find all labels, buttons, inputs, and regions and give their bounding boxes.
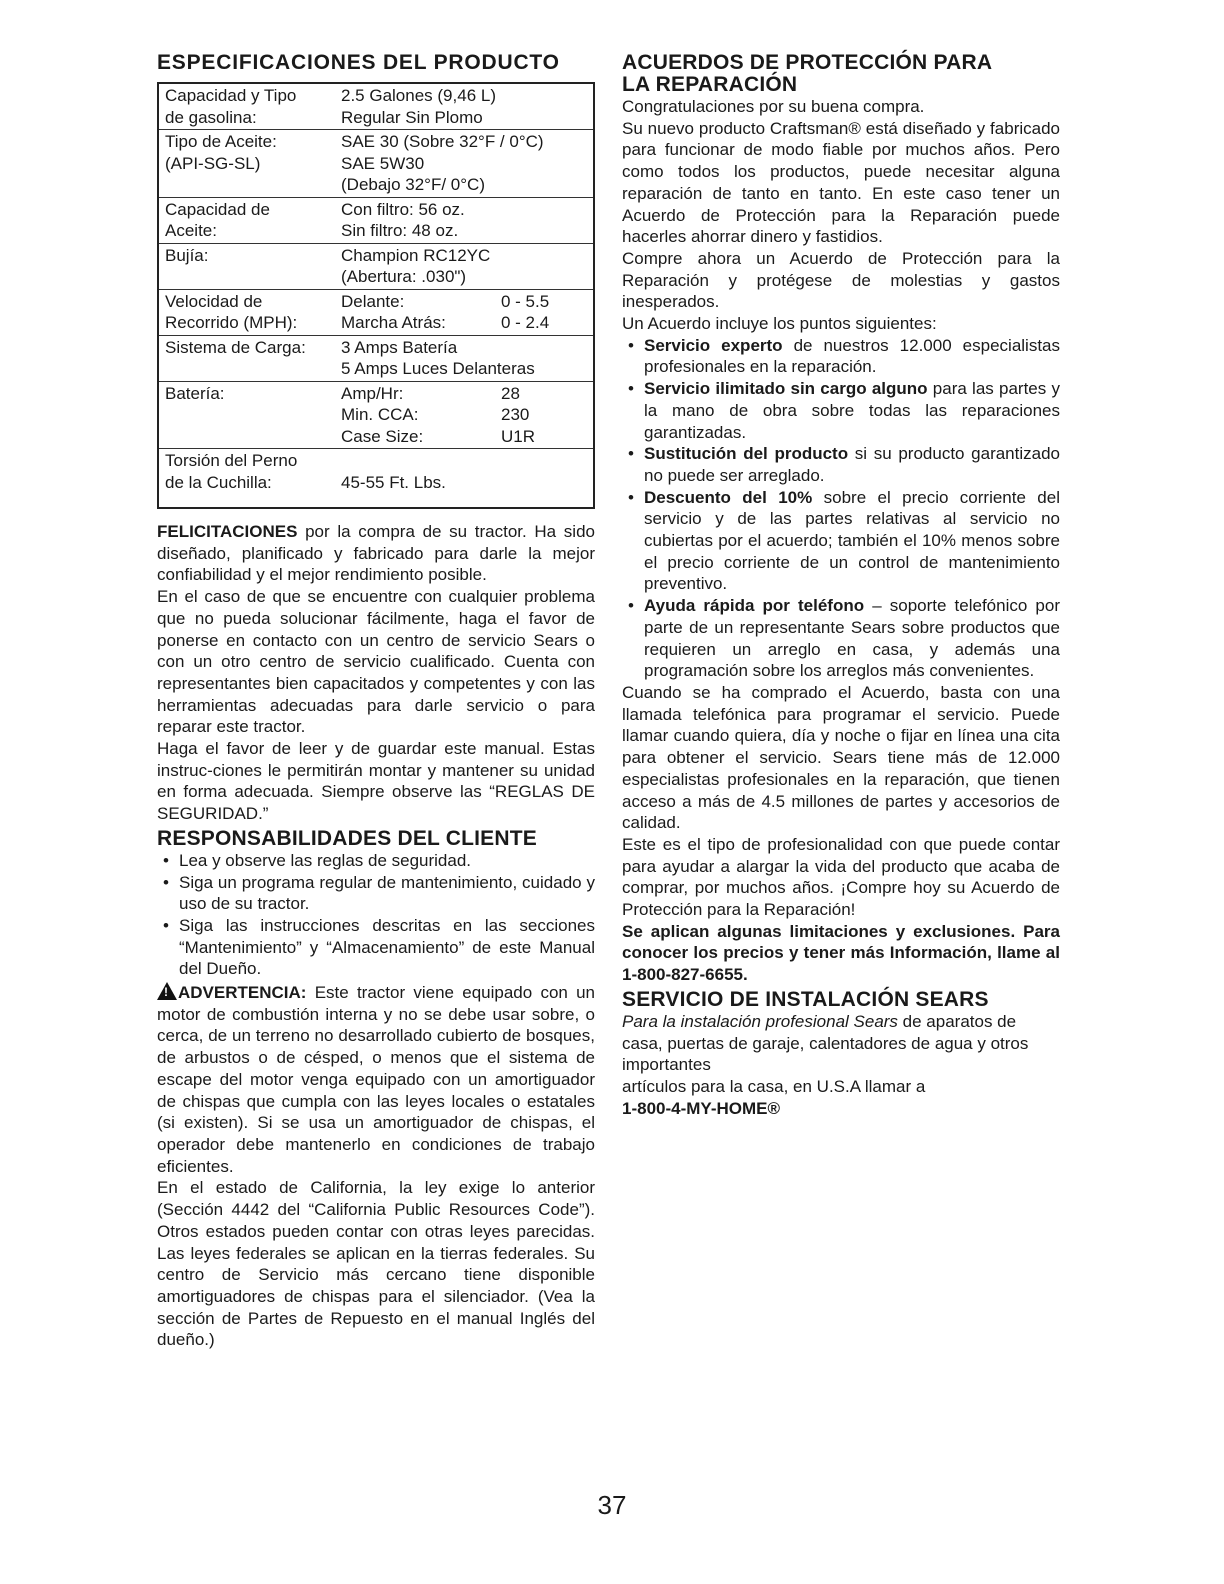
spec-label: de la Cuchilla:: [165, 472, 272, 492]
spec-value: Sin filtro: 48 oz.: [341, 221, 459, 240]
spec-value: Min. CCA:: [341, 405, 419, 424]
spec-label: Capacidad y Tipo: [165, 86, 297, 105]
spec-value: Delante:: [341, 291, 405, 311]
spec-value: 3 Amps Batería: [341, 337, 458, 357]
spec-row: [159, 336, 593, 382]
spec-value: [341, 450, 587, 472]
protection-list: [622, 335, 1060, 682]
spec-label: Batería:: [165, 383, 225, 403]
spec-label: Bujía:: [165, 245, 209, 265]
list-item: • Lea y observe las reglas de seguridad.: [157, 850, 595, 872]
warning-icon: [157, 982, 177, 1000]
item-bold: Descuento del 10%: [644, 487, 813, 507]
protection-p1: Congratulaciones por su buena compra.: [622, 97, 925, 116]
congrats-bold: FELICITACIONES: [157, 522, 298, 541]
spec-value-2: 230: [501, 405, 530, 424]
spec-value: SAE 5W30: [341, 153, 425, 173]
protection-title-line1: ACUERDOS DE PROTECCIÓN PARA: [622, 51, 993, 74]
install-text: de aparatos de casa, puertas de garaje, calentadores de agua y otros importantes: [622, 1011, 1029, 1075]
spec-value: 45-55 Ft. Lbs.: [341, 472, 446, 492]
spec-label: Velocidad de: [165, 291, 263, 311]
spec-title: ESPECIFICACIONES DEL PRODUCTO: [157, 51, 560, 74]
install-italic: Para la instalación profesional Sears: [622, 1011, 898, 1031]
spec-label: [165, 426, 341, 448]
spec-label: Capacidad de: [165, 199, 270, 219]
left-column: [157, 52, 595, 1351]
list-item: [622, 443, 1060, 486]
protection-p2: Su nuevo producto Craftsman® está diseñado y fabricado para funcionar de modo fiable por muchos años. Pero como todos los productos, puede necesitar alguna reparación de tanto en tanto. En este caso tener un Acuerdo de Protección para la Reparación puede hacerles ahorrar dinero y fastidios.: [622, 118, 1060, 247]
protection-p5: Cuando se ha comprado el Acuerdo, basta con una llamada telefónica para programar el servicio. Puede llamar cuando quiera, día y noche o fijar en línea una cita para obtener el servicio. Sears tiene más de 12.000 especialistas profesionales en la reparación, que tienen acceso a más de 4.5 millones de partes y accesorios de calidad.: [622, 682, 1060, 833]
spec-label: de gasolina:: [165, 107, 257, 127]
list-item: [622, 378, 1060, 443]
spec-value-2: U1R: [501, 426, 536, 446]
spec-label: [165, 266, 341, 288]
spec-label: (API-SG-SL): [165, 153, 261, 173]
spec-value-2: 0 - 5.5: [501, 291, 550, 311]
spec-value: Con filtro: 56 oz.: [341, 199, 465, 219]
protection-p6: Este es el tipo de profesionalidad con que puede contar para ayudar a alargar la vida del producto que acaba de comprar, por muchos años. ¡Compre hoy su Acuerdo de Protección para la Reparación!: [622, 834, 1060, 920]
item-text: para las partes y la mano de obra sobre todas las reparaciones garantizadas.: [644, 379, 1060, 442]
spec-value: Regular Sin Plomo: [341, 107, 483, 127]
list-item: [622, 595, 1060, 682]
list-item: • Siga las instrucciones descritas en las secciones “Mantenimiento” y “Almacenamiento” de este Manual del Dueño.: [157, 915, 595, 980]
limitations-paragraph: Se aplican algunas limitaciones y exclusiones. Para conocer los precios y tener más Información, llame al 1-800-827-6655.: [622, 921, 1060, 985]
protection-title-line2: LA REPARACIÓN: [622, 73, 798, 96]
item-bold: Servicio experto: [644, 335, 783, 355]
california-paragraph: En el estado de California, la ley exige lo anterior (Sección 4442 del “California Public Resources Code”). Otros estados pueden contar con otras leyes parecidas. Las leyes federales se aplican en la tierras federales. Su centro de Servicio más cercano tiene disponible amortiguadores de chispas para el silenciador. (Vea la sección de Partes de Repuesto en el manual Inglés del dueño.): [157, 1178, 595, 1350]
spec-table: [157, 82, 595, 509]
spec-value: (Abertura: .030"): [341, 267, 467, 286]
spec-row: [159, 84, 593, 130]
right-column: [622, 52, 1060, 1119]
spec-row: [159, 130, 593, 198]
manual-paragraph: Haga el favor de leer y de guardar este manual. Estas instruc-ciones le permitirán montar y mantener su unidad en forma adecuada. Siempre observe las “REGLAS DE SEGURIDAD.”: [157, 739, 595, 824]
install-title: SERVICIO DE INSTALACIÓN SEARS: [622, 987, 989, 1011]
congrats-text: por la compra de su tractor. Ha sido diseñado, planificado y fabricado para darle la mejor confiabilidad y el mejor rendimiento posible.: [157, 522, 595, 585]
spec-value-2: 28: [501, 383, 520, 403]
spec-row: [159, 290, 593, 336]
warning-paragraph: [157, 982, 595, 1177]
spec-value: 2.5 Galones (9,46 L): [341, 86, 496, 105]
service-paragraph: En el caso de que se encuentre con cualquier problema que no pueda solucionar fácilmente, haga el favor de ponerse en contacto con un centro de servicio Sears o con un otro centro de servicio cualificado. Cuenta con representantes bien capacitados y competentes y con las herramientas adecuadas para darle servicio o para reparar este tractor.: [157, 587, 595, 737]
spec-value-2: 0 - 2.4: [501, 313, 550, 332]
spec-label: [165, 174, 341, 196]
protection-p4: Un Acuerdo incluye los puntos siguientes:: [622, 314, 937, 334]
responsibilities-title: RESPONSABILIDADES DEL CLIENTE: [157, 826, 537, 850]
item-text: si su producto garantizado no puede ser arreglado.: [644, 444, 1061, 485]
spec-value: (Debajo 32°F/ 0°C): [341, 175, 485, 194]
warning-label: ADVERTENCIA:: [178, 983, 307, 1003]
responsibilities-list: [157, 850, 595, 980]
spec-row: [159, 449, 593, 507]
spec-value: SAE 30 (Sobre 32°F / 0°C): [341, 132, 544, 151]
spec-label: Aceite:: [165, 221, 217, 240]
congrats-paragraph: [157, 521, 595, 586]
item-text: sobre el precio corriente del servicio y de las partes relativas al servicio no cubiertas por el acuerdo; también el 10% menos sobre el precio corriente de un control de mantenimiento preventivo.: [644, 487, 1060, 594]
spec-label: Torsión del Perno: [165, 451, 298, 470]
list-item: [622, 487, 1060, 596]
warning-text: Este tractor viene equipado con un motor de combustión interna y no se debe usar sobre, o cerca, de un terreno no desarrollado cubierto de bosques, de arbustos o de césped, o menos que el sistema de escape del motor venga equipado con un amortiguador de chispas que cumpla con las leyes locales o estatales (si existen). Si se usa un amortiguador de chispas, el operador debe mantenerlo en condiciones de trabajo eficientes.: [157, 983, 595, 1176]
item-bold: Ayuda rápida por teléfono: [644, 596, 865, 616]
install-paragraph: [622, 1011, 1060, 1076]
protection-p3: Compre ahora un Acuerdo de Protección para la Reparación y protégese de molestias y gastos inesperados.: [622, 248, 1060, 312]
page-number: 37: [597, 1490, 627, 1520]
spec-label: Tipo de Aceite:: [165, 132, 277, 151]
spec-row: [159, 198, 593, 244]
spec-value: 5 Amps Luces Delanteras: [341, 359, 535, 378]
spec-label: [165, 358, 341, 380]
item-bold: Sustitución del producto: [644, 444, 849, 464]
list-item: • Siga un programa regular de mantenimiento, cuidado y uso de su tractor.: [157, 872, 595, 915]
spec-label: Sistema de Carga:: [165, 337, 306, 357]
install-phone: 1-800-4-MY-HOME®: [622, 1098, 781, 1118]
spec-row: [159, 382, 593, 450]
item-text: – soporte telefónico por parte de un representante Sears sobre productos que requieren un arreglo en casa, y además una programación sobre los arreglos más convenientes.: [644, 596, 1060, 681]
spec-label: [165, 404, 341, 426]
spec-row: [159, 244, 593, 290]
item-bold: Servicio ilimitado sin cargo alguno: [644, 379, 928, 399]
spec-value: Champion RC12YC: [341, 245, 491, 265]
spec-value: Marcha Atrás:: [341, 313, 446, 332]
list-item: [622, 335, 1060, 378]
spec-value: Case Size:: [341, 426, 424, 446]
install-paragraph-2: artículos para la casa, en U.S.A llamar a: [622, 1076, 926, 1096]
spec-value: Amp/Hr:: [341, 383, 404, 403]
item-text: de nuestros 12.000 especialistas profesionales en la reparación.: [644, 335, 1061, 377]
spec-label: Recorrido (MPH):: [165, 313, 298, 332]
